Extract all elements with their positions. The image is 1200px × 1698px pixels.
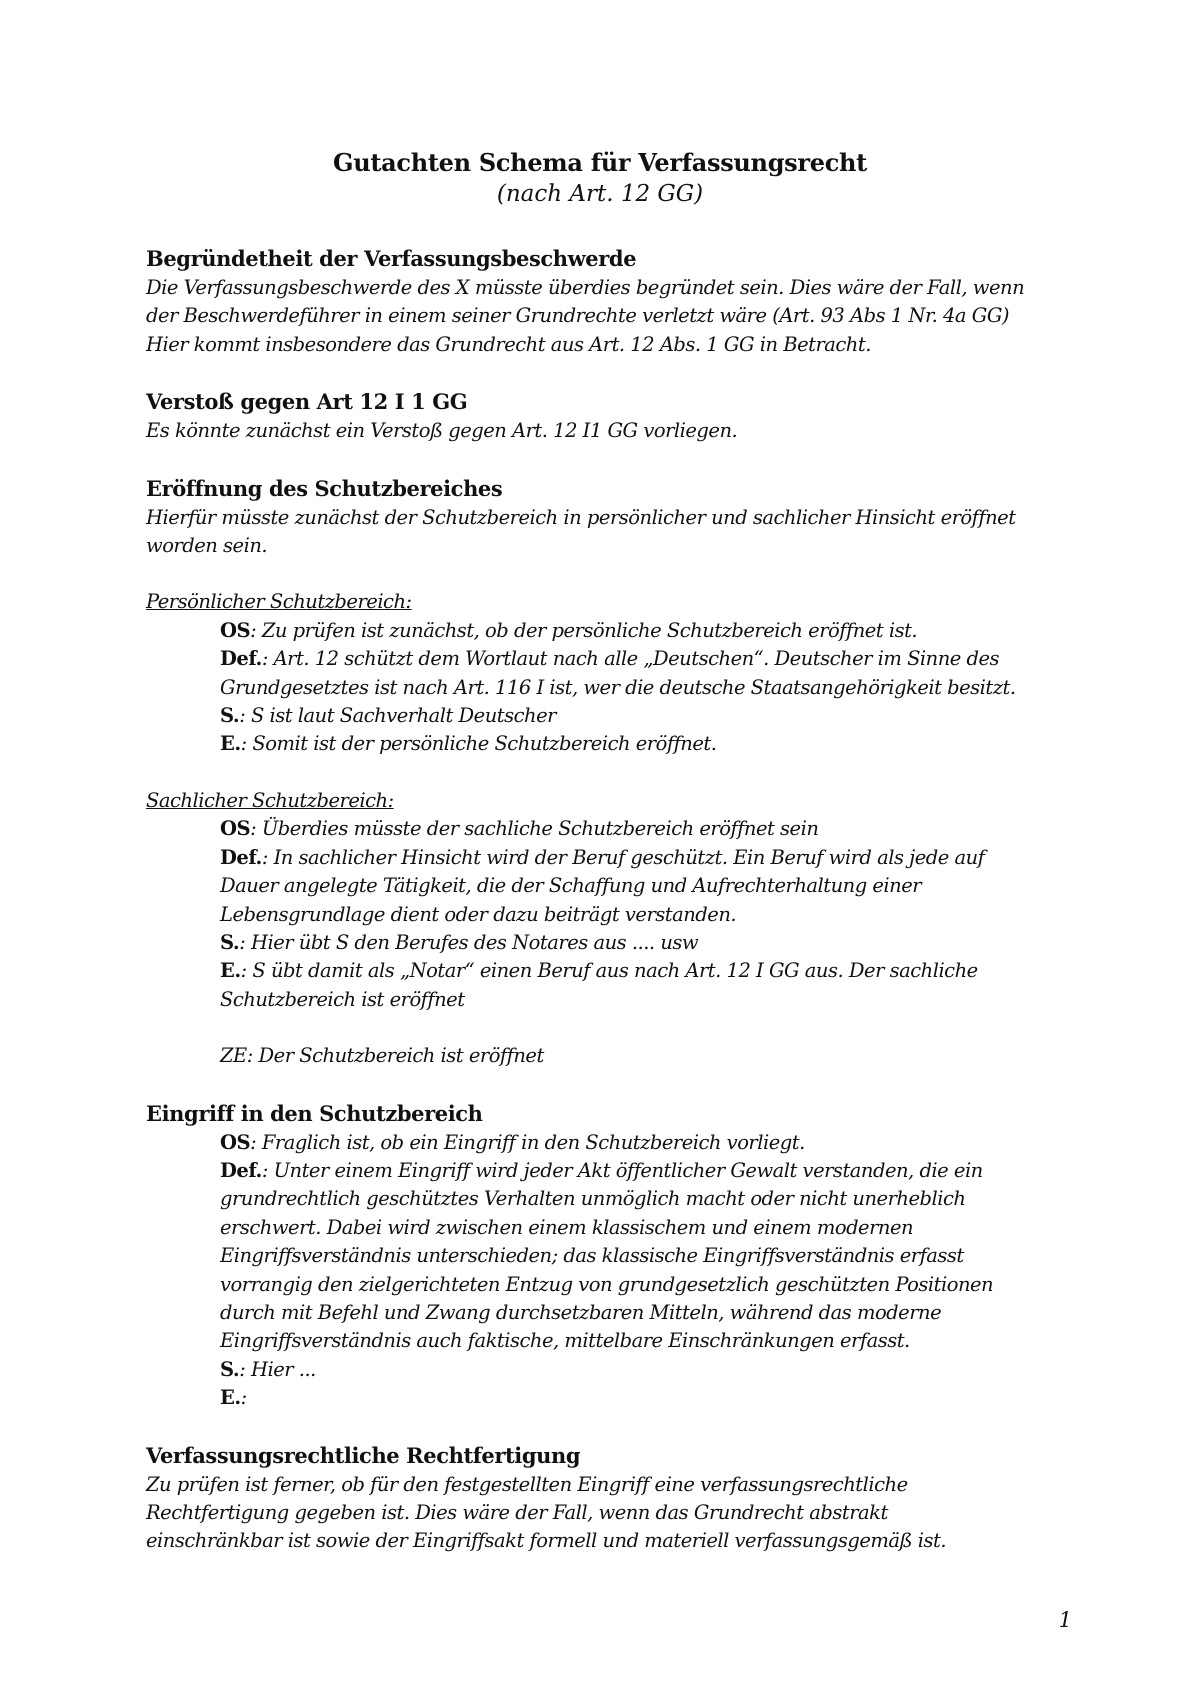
def-tag: Def. [220,647,262,671]
def-continuation: erschwert. Dabei wird zwischen einem klassischem und einem modernen [220,1215,914,1239]
def-text: : In sachlicher Hinsicht wird der Beruf geschützt. Ein Beruf wird als jede auf [261,845,985,869]
paragraph-line: worden sein. [146,534,268,558]
paragraph-line: Die Verfassungsbeschwerde des X müsste überdies begründet sein. Dies wäre der Fall, wenn [146,276,1025,299]
paragraph-line: Hierfür müsste zunächst der Schutzbereich in persönlicher und sachlicher Hinsicht eröffnet [146,505,1016,529]
def-continuation: Grundgesetztes ist nach Art. 116 I ist, wer die deutsche Staatsangehörigkeit besitzt. [220,675,1016,699]
os-text: : Überdies müsste der sachliche Schutzbereich eröffnet sein [250,817,819,841]
paragraph-line: der Beschwerdeführer in einem seiner Grundrechte verletzt wäre (Art. 93 Abs 1 Nr. 4a GG) [146,304,1010,328]
e-line [220,1384,1086,1412]
os-line [220,1129,1086,1157]
def-line [220,1157,1086,1185]
subsection-label-persoenlich: Persönlicher Schutzbereich: [146,590,412,614]
s-text: : Hier übt S den Berufes des Notares aus .... usw [239,930,699,954]
os-line [220,815,1086,843]
s-text: : Hier ... [239,1357,316,1381]
def-tag: Def. [220,1158,262,1182]
def-continuation: Lebensgrundlage dient oder dazu beiträgt verstanden. [220,902,737,926]
document-subtitle: (nach Art. 12 GG) [496,181,704,207]
e-continuation: Schutzbereich ist eröffnet [220,987,465,1011]
section-heading-eingriff: Eingriff in den Schutzbereich [146,1100,483,1126]
def-continuation: durch mit Befehl und Zwang durchsetzbaren Mitteln, während das moderne [220,1300,942,1324]
os-tag: OS [220,618,251,642]
e-text: : [240,1386,247,1410]
def-text: : Unter einem Eingriff wird jeder Akt öffentlicher Gewalt verstanden, die ein [261,1158,983,1182]
s-line [220,929,1086,957]
def-line [220,645,1086,673]
e-line [220,957,1086,985]
def-continuation: vorrangig den zielgerichteten Entzug von grundgesetzlich geschützten Positionen [220,1272,994,1296]
ze-line: ZE: Der Schutzbereich ist eröffnet [220,1044,544,1068]
paragraph-line: Zu prüfen ist ferner, ob für den festgestellten Eingriff eine verfassungsrechtliche [146,1472,908,1496]
e-tag: E. [220,1386,241,1410]
e-text: : Somit ist der persönliche Schutzbereich eröffnet. [240,732,717,756]
section-heading-rechtfertigung: Verfassungsrechtliche Rechtfertigung [146,1442,581,1468]
def-text: : Art. 12 schützt dem Wortlaut nach alle „Deutschen“. Deutscher im Sinne des [261,647,1000,671]
s-text: : S ist laut Sachverhalt Deutscher [239,704,556,728]
document-title: Gutachten Schema für Verfassungsrecht [333,148,867,177]
os-tag: OS [220,817,251,841]
s-line [220,1356,1086,1384]
paragraph-line: einschränkbar ist sowie der Eingriffsakt formell und materiell verfassungsgemäß ist. [146,1529,947,1553]
paragraph-line: Rechtfertigung gegeben ist. Dies wäre der Fall, wenn das Grundrecht abstrakt [146,1501,888,1524]
s-line [220,702,1086,730]
os-text: : Fraglich ist, ob ein Eingriff in den Schutzbereich vorliegt. [250,1130,805,1154]
e-text: : S übt damit als „Notar“ einen Beruf aus nach Art. 12 I GG aus. Der sachliche [240,959,978,983]
section-heading-eroeffnung: Eröffnung des Schutzbereiches [146,475,503,501]
os-line [220,617,1086,645]
subsection-label-sachlich: Sachlicher Schutzbereich: [146,788,394,812]
section-heading-begruendetheit: Begründetheit der Verfassungsbeschwerde [146,246,637,271]
def-continuation: grundrechtlich geschütztes Verhalten unmöglich macht oder nicht unerheblich [220,1187,966,1211]
document-body [146,244,1086,1556]
e-line [220,730,1086,758]
section-heading-verstoss: Verstoß gegen Art 12 I 1 GG [146,389,468,415]
s-tag: S. [220,930,240,954]
def-line [220,844,1086,872]
e-tag: E. [220,959,241,983]
paragraph-line: Hier kommt insbesondere das Grundrecht aus Art. 12 Abs. 1 GG in Betracht. [146,332,871,356]
os-tag: OS [220,1130,251,1154]
e-tag: E. [220,732,241,756]
def-continuation: Dauer angelegte Tätigkeit, die der Schaffung und Aufrechterhaltung einer [220,874,922,898]
def-continuation: Eingriffsverständnis unterschieden; das klassische Eingriffsverständnis erfasst [220,1244,964,1268]
page-number: 1 [1058,1608,1072,1632]
def-tag: Def. [220,845,262,869]
s-tag: S. [220,704,240,728]
s-tag: S. [220,1357,240,1381]
paragraph-line: Es könnte zunächst ein Verstoß gegen Art. 12 I1 GG vorliegen. [146,419,738,443]
def-continuation: Eingriffsverständnis auch faktische, mittelbare Einschränkungen erfasst. [220,1329,910,1353]
os-text: : Zu prüfen ist zunächst, ob der persönliche Schutzbereich eröffnet ist. [250,618,918,642]
